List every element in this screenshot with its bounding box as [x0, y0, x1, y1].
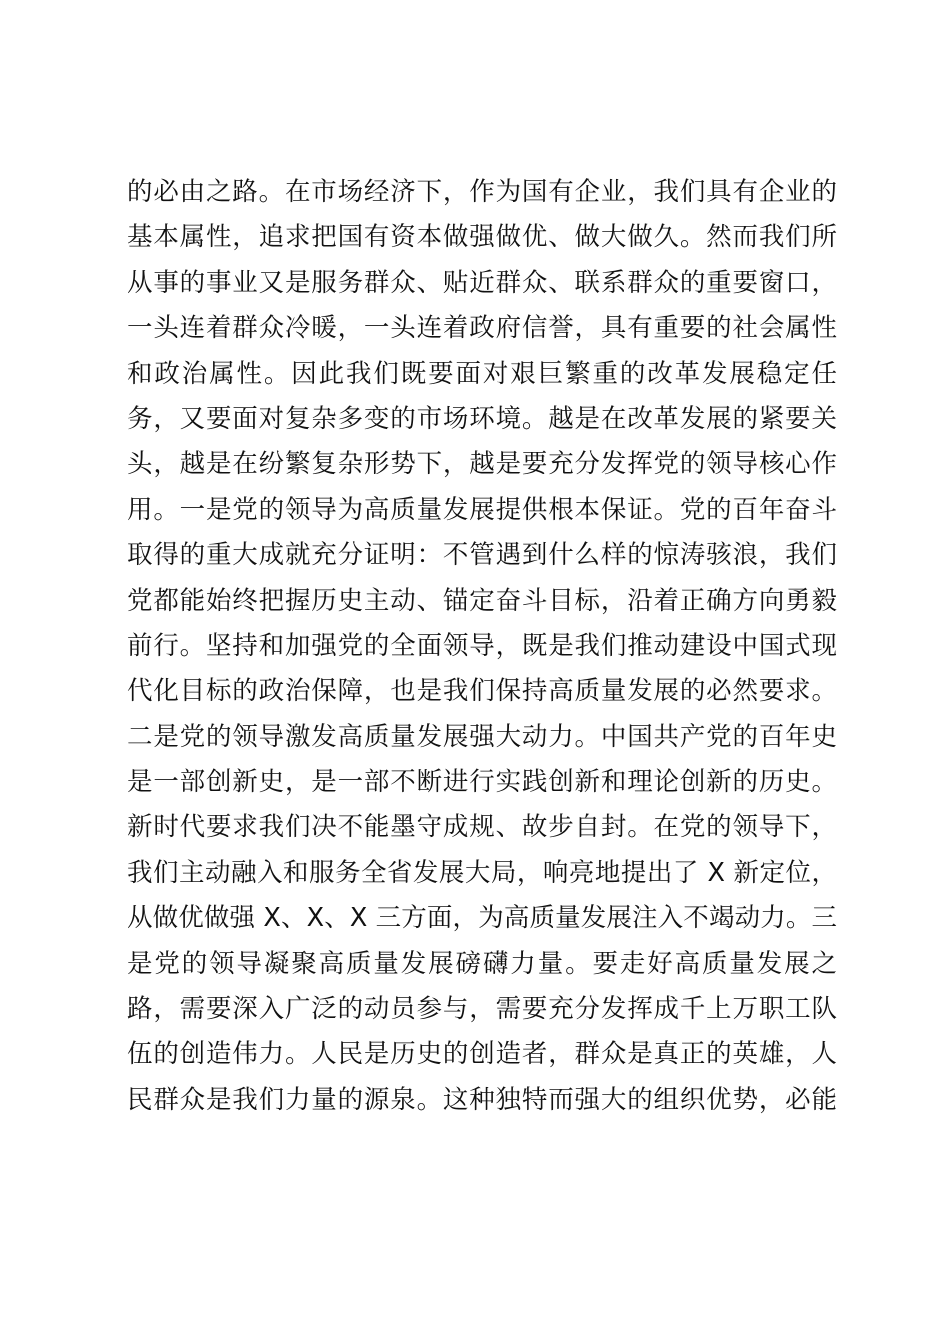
text-line: 用。一是党的领导为高质量发展提供根本保证。党的百年奋斗	[127, 494, 837, 525]
text-line: 我们主动融入和服务全省发展大局，响亮地提出了 X 新定位，	[127, 857, 837, 888]
text-line: 伍的创造伟力。人民是历史的创造者，群众是真正的英雄，人	[127, 1039, 837, 1070]
text-line: 是一部创新史，是一部不断进行实践创新和理论创新的历史。	[127, 767, 837, 798]
text-line: 代化目标的政治保障，也是我们保持高质量发展的必然要求。	[127, 676, 837, 707]
text-line: 务，又要面对复杂多变的市场环境。越是在改革发展的紧要关	[127, 403, 837, 434]
text-line: 一头连着群众冷暖，一头连着政府信誉，具有重要的社会属性	[127, 313, 837, 344]
text-line: 是党的领导凝聚高质量发展磅礴力量。要走好高质量发展之	[127, 948, 837, 979]
text-line: 和政治属性。因此我们既要面对艰巨繁重的改革发展稳定任	[127, 358, 837, 389]
text-line: 头，越是在纷繁复杂形势下，越是要充分发挥党的领导核心作	[127, 449, 837, 480]
text-line: 从做优做强 X、X、X 三方面，为高质量发展注入不竭动力。三	[127, 903, 837, 934]
text-line: 的必由之路。在市场经济下，作为国有企业，我们具有企业的	[127, 177, 837, 207]
text-line: 新时代要求我们决不能墨守成规、故步自封。在党的领导下，	[127, 812, 837, 843]
text-line: 取得的重大成就充分证明：不管遇到什么样的惊涛骇浪，我们	[127, 540, 837, 571]
body-paragraph	[127, 170, 837, 1123]
text-line: 民群众是我们力量的源泉。这种独特而强大的组织优势，必能	[127, 1084, 837, 1115]
text-line: 从事的事业又是服务群众、贴近群众、联系群众的重要窗口，	[127, 267, 837, 298]
text-line: 基本属性，追求把国有资本做强做优、做大做久。然而我们所	[127, 222, 837, 253]
text-line: 党都能始终把握历史主动、锚定奋斗目标，沿着正确方向勇毅	[127, 585, 837, 616]
text-line: 前行。坚持和加强党的全面领导，既是我们推动建设中国式现	[127, 630, 837, 661]
text-line: 路，需要深入广泛的动员参与，需要充分发挥成千上万职工队	[127, 994, 837, 1025]
text-line: 二是党的领导激发高质量发展强大动力。中国共产党的百年史	[127, 721, 837, 752]
